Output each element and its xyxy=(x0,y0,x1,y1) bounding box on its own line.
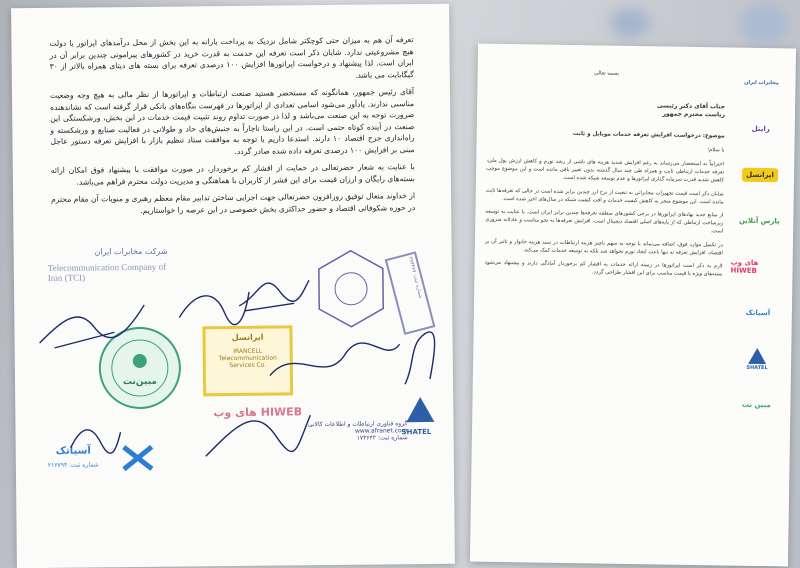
rightel-reg: شماره ثبت: ۲۹۴۴۷۷ xyxy=(407,256,424,299)
basmala: بسمه تعالی xyxy=(594,70,620,77)
rightel-rect-stamp xyxy=(385,251,436,335)
subject: موضوع: درخواست افزایش تعرفه خدمات موبایل و ثابت xyxy=(572,130,725,140)
paragraph: احتراماً به استحضار می‌رساند به رغم افزایش شدید هزینه های ناشی از رشد تورم و کاهش ارزش پول ملی، تعرفه خدمات ارتباطی ثابت و همراه طی چند سال گذشته بدون تغییر باقی مانده است و این موضوع موجب کاهش شدید قدرت سرمایه گذاری اپراتورها و عدم توسعه شبکه شده است. xyxy=(486,157,725,184)
logo-hiweb xyxy=(730,244,787,291)
page2-body xyxy=(484,62,725,284)
logo-shatel xyxy=(729,336,786,383)
document-page-2 xyxy=(470,44,796,567)
background-blur-dot xyxy=(610,8,650,38)
logo-shatel-label: SHATEL xyxy=(746,364,768,372)
salutation: جناب آقای دکتر رئیسی xyxy=(656,102,726,111)
logo-parsonline-label: پارس آنلاین xyxy=(738,216,780,226)
logo-hiweb-label: های وب HIWEB xyxy=(730,258,759,275)
hiweb-stamp: های وب HIWEB xyxy=(213,405,303,420)
paragraph: آقای رئیس جمهور، همانگونه که مستحضر هستید صنعت ارتباطات و اپراتورها از نظر مالی به هیچ وجه وضعیت مناسبی ندارند. یادآور می‌شود اسامی تعدادی از اپراتورها در فهرست بنگاه‌های بانکی قرار گرفته است که نشاندهنده ضرورت توجه به این صنعت می‌باشد و لذا در صورت تداوم روند تثبیت قیمت خدمات در این بخش، ورشکستگی این صنعت در آینده کوتاه حتمی است. در این راستا ناچاراً به جنبش‌های حاد و طولانی در فعالیت صنایع و ورشکسته و راه‌اندازی جرح اقتصاد ۱۰ دارند. استدعا داریم با توجه به موافقت ستاد تنظیم بازار با افزایش تعرفه دستور عاجل مبنی بر افزایش ۱۰۰ درصدی تعرفه داده شده صادر گردد. xyxy=(49,87,415,156)
mobinnet-label: مبین‌نت xyxy=(122,376,157,388)
logo-tci xyxy=(733,60,790,107)
side-logos xyxy=(728,60,790,429)
shatel-logo xyxy=(403,394,437,428)
signature xyxy=(265,334,406,395)
irancell-label: ایرانسل xyxy=(231,332,264,343)
paragraph: از خداوند متعال توفیق روزافزون حضرتعالی جهت اجرایی ساختن تدابیر مقام معظم رهبری و منویات آن مقام محترم در حوزه شکوفائی اقتصاد و حضور حداکثری بخش خصوصی در این عرصه را خواستاریم. xyxy=(51,191,416,215)
page1-body xyxy=(49,34,415,223)
paragraph: در تکمیل موارد فوق، اضافه می‌نماید با توجه به سهم ناچیز هزینه ارتباطات در سبد هزینه خانوار و تاثیر آن بر اقتصاد، افزایش تعرفه نه تنها باعث ایجاد تورم نخواهد شد بلکه به توسعه خدمات کمک می‌کند. xyxy=(484,238,723,257)
signature xyxy=(34,297,155,358)
irancell-latin: IRANCELL Telecommunication Services Co. xyxy=(218,347,277,370)
paragraph: شایان ذکر است قیمت تجهیزات مخابراتی به تبعیت از نرخ ارز چندین برابر شده است در حالی که تعرفه‌ها ثابت مانده است. این موضوع منجر به کاهش کیفیت خدمات و افت کیفیت شبکه در سال‌های اخیر شده است. xyxy=(485,187,724,206)
asiatech-reg: شماره ثبت: ۲۱۶۷۹۴ xyxy=(47,461,99,469)
logo-mobinnet xyxy=(728,382,785,429)
shatel-label: SHATEL xyxy=(401,427,432,437)
paragraph: از منابع جدید نهادهای اپراتورها در برخی کشورهای منطقه تعرفه‌ها چندین برابر ایران است. با عنایت به توسعه زیرساخت ارتباطی که از پایه‌های اصلی اقتصاد دیجیتال است، افزایش تعرفه‌ها به نحو مناسب و عادلانه ضروری است. xyxy=(485,208,724,235)
rightel-hexagon-stamp xyxy=(316,248,387,329)
logo-mobinnet-label: مبین نت xyxy=(741,400,771,410)
logo-parsonline xyxy=(731,198,788,245)
logo-rightel-label: رایتل xyxy=(751,124,770,134)
stamps-area xyxy=(34,244,435,558)
parsonline-text: گروه فناوری ارتباطات و اطلاعات کالانی xyxy=(307,420,408,429)
position: ریاست محترم جمهور xyxy=(662,110,726,119)
paragraph: لازم به ذکر است اپراتورها در زمینه ارائه خدمات به اقشار کم برخوردار آمادگی دارند و پیشنهاد می‌شود بسته‌های ویژه با قیمت مناسب برای این اقشار طراحی گردد. xyxy=(484,259,723,278)
asiatech-label: آسیاتک xyxy=(55,445,91,457)
document-page-1 xyxy=(11,4,455,568)
logo-rightel xyxy=(732,106,789,153)
shatel-icon xyxy=(747,347,767,365)
greeting: با سلام؛ xyxy=(707,146,725,154)
paragraph: با عنایت به شعار حضرتعالی در حمایت از اقشار کم برخوردار، در صورت موافقت با پیشنهاد فوق امکان ارائه بسته‌های رایگان و ارزان قیمت برای این قشر از کاربران با هماهنگی و مدیریت دولت محترم فراهم می‌باشد. xyxy=(50,162,415,187)
signature xyxy=(234,265,315,316)
logo-asiatech xyxy=(730,290,787,337)
logo-irancell-label: ایرانسل xyxy=(742,168,778,183)
parsonline-url: www.afranet.com xyxy=(354,427,408,435)
paragraph: تعرفه آن هم به میزان حتی کوچکتر شامل نزدیک به پرداخت یارانه به این بخش از محل درآمدهای اپراتور یا دولت هیچ مشروعیتی ندارد. شایان ذکر است تعرفه این خدمت به قدرت خرید در کشورهای پیرامونی چندین برابر آن در ایران است. لذا پیشنهاد و درخواست اپراتورها افزایش ۱۰۰ درصدی تعرفه برای بسته های دیتای همراه بالاتر از ۳۰ گیگابایت می باشد. xyxy=(49,35,414,80)
logo-irancell xyxy=(732,152,789,199)
signature xyxy=(65,417,125,458)
tci-stamp-latin: Telecommunication Company of Iran (TCI) xyxy=(47,261,167,283)
tci-stamp-text: شرکت مخابرات ایران xyxy=(94,246,168,257)
signature xyxy=(195,395,316,466)
background-blur-dot xyxy=(740,4,788,44)
parsonline-reg: شماره ثبت: ۱۷۳۶۴۲ xyxy=(356,434,408,442)
logo-asiatech-label: آسیاتک xyxy=(745,308,771,318)
logo-tci-label: مخابرات ایران xyxy=(744,79,779,87)
